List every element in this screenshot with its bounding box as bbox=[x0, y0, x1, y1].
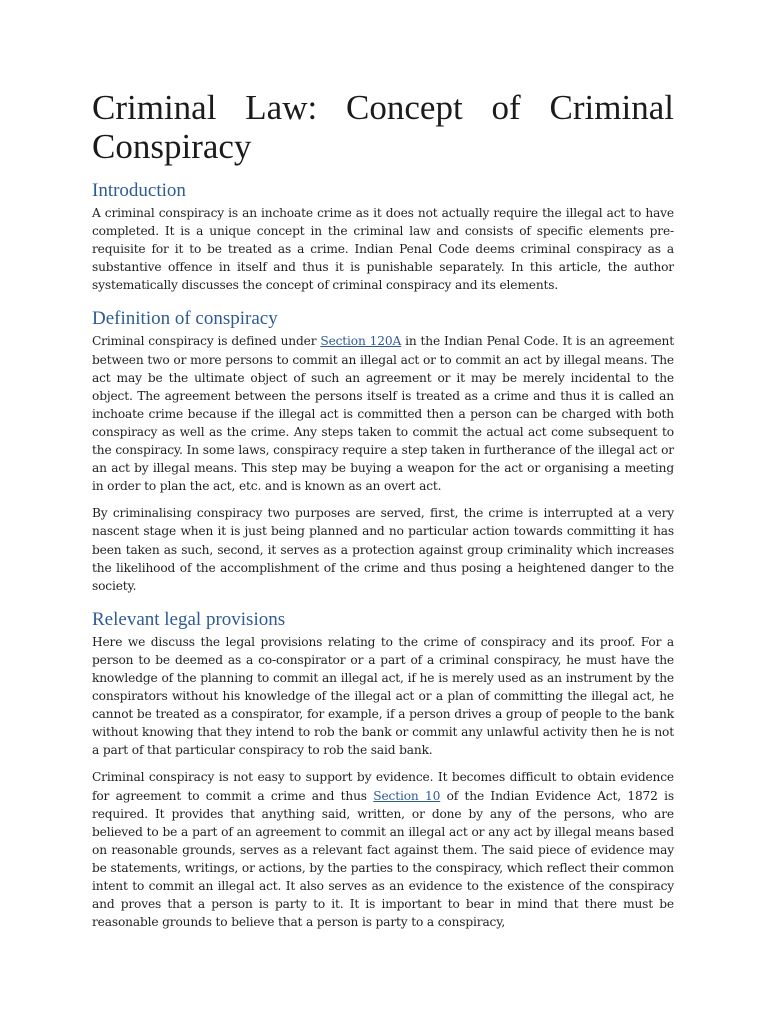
definition-text-before-link: Criminal conspiracy is defined under bbox=[92, 334, 321, 349]
introduction-paragraph: A criminal conspiracy is an inchoate crime as it does not actually require the illegal act to have completed. It is a unique concept in the criminal law and consists of specific elements pre-requisite for it to be treated as a crime. Indian Penal Code deems criminal conspiracy as a substantive offence in itself and thus it is punishable separately. In this article, the author systematically discusses the concept of criminal conspiracy and its elements. bbox=[92, 206, 674, 293]
section-10-link[interactable]: Section 10 bbox=[373, 788, 441, 803]
provisions-text-after-link: of the Indian Evidence Act, 1872 is required. It provides that anything said, written, or done by any of the persons, who are believed to be a part of an agreement to commit an illegal act or any act by illegal means based on reasonable grounds, serves as a relevant fact against them. The said piece of evidence may be statements, writings, or actions, by the parties to the conspiracy, which reflect their common intent to commit an illegal act. It also serves as an evidence to the existence of the conspiracy and proves that a person is party to it. It is important to bear in mind that there must be reasonable grounds to believe that a person is party to a conspiracy, bbox=[92, 788, 674, 930]
section-120a-link[interactable]: Section 120A bbox=[320, 334, 402, 349]
provisions-text-before-link: Criminal conspiracy is not easy to support by evidence. It becomes difficult to obtain evidence for agreement to commit a crime and thus bbox=[92, 770, 674, 803]
provisions-paragraph-1: Here we discuss the legal provisions relating to the crime of conspiracy and its proof. For a person to be deemed as a co-conspirator or a part of a criminal conspiracy, he must have the knowledge of the planning to commit an illegal act, if he is merely used as an instrument by the conspirators without his knowledge of the illegal act or a plan of committing the illegal act, he cannot be treated as a conspirator, for example, if a person drives a group of people to the bank without knowing that they intend to rob the bank or commit any unlawful activity then he is not a part of that particular conspiracy to rob the said bank. bbox=[92, 634, 674, 758]
definition-paragraph-2: By criminalising conspiracy two purposes are served, first, the crime is interrupted at a very nascent stage when it is just being planned and no particular action towards committing it has been taken as such, second, it serves as a protection against group criminality which increases the likelihood of the accomplishment of the crime and thus posing a heightened danger to the society. bbox=[92, 506, 674, 593]
document-page bbox=[92, 88, 674, 940]
page-title: Criminal Law: Concept of Criminal Conspiracy bbox=[92, 88, 674, 166]
section-heading-introduction: Introduction bbox=[92, 180, 186, 201]
definition-text-after-link: in the Indian Penal Code. It is an agreement between two or more persons to commit an illegal act or to commit an act by illegal means. The act may be the ultimate object of such an agreement or it may be merely incidental to the object. The agreement between the persons itself is treated as a crime and thus it is called an inchoate crime because if the illegal act is committed then a person can be charged with both conspiracy as well as the crime. Any steps taken to commit the actual act come subsequent to the conspiracy. In some laws, conspiracy require a step taken in furtherance of the illegal act or an act by illegal means. This step may be buying a weapon for the act or organising a meeting in order to plan the act, etc. and is known as an overt act. bbox=[92, 334, 674, 494]
section-heading-definition: Definition of conspiracy bbox=[92, 308, 278, 330]
section-heading-provisions: Relevant legal provisions bbox=[92, 608, 286, 630]
provisions-paragraph-2 bbox=[92, 768, 674, 931]
definition-paragraph-1 bbox=[92, 332, 674, 495]
